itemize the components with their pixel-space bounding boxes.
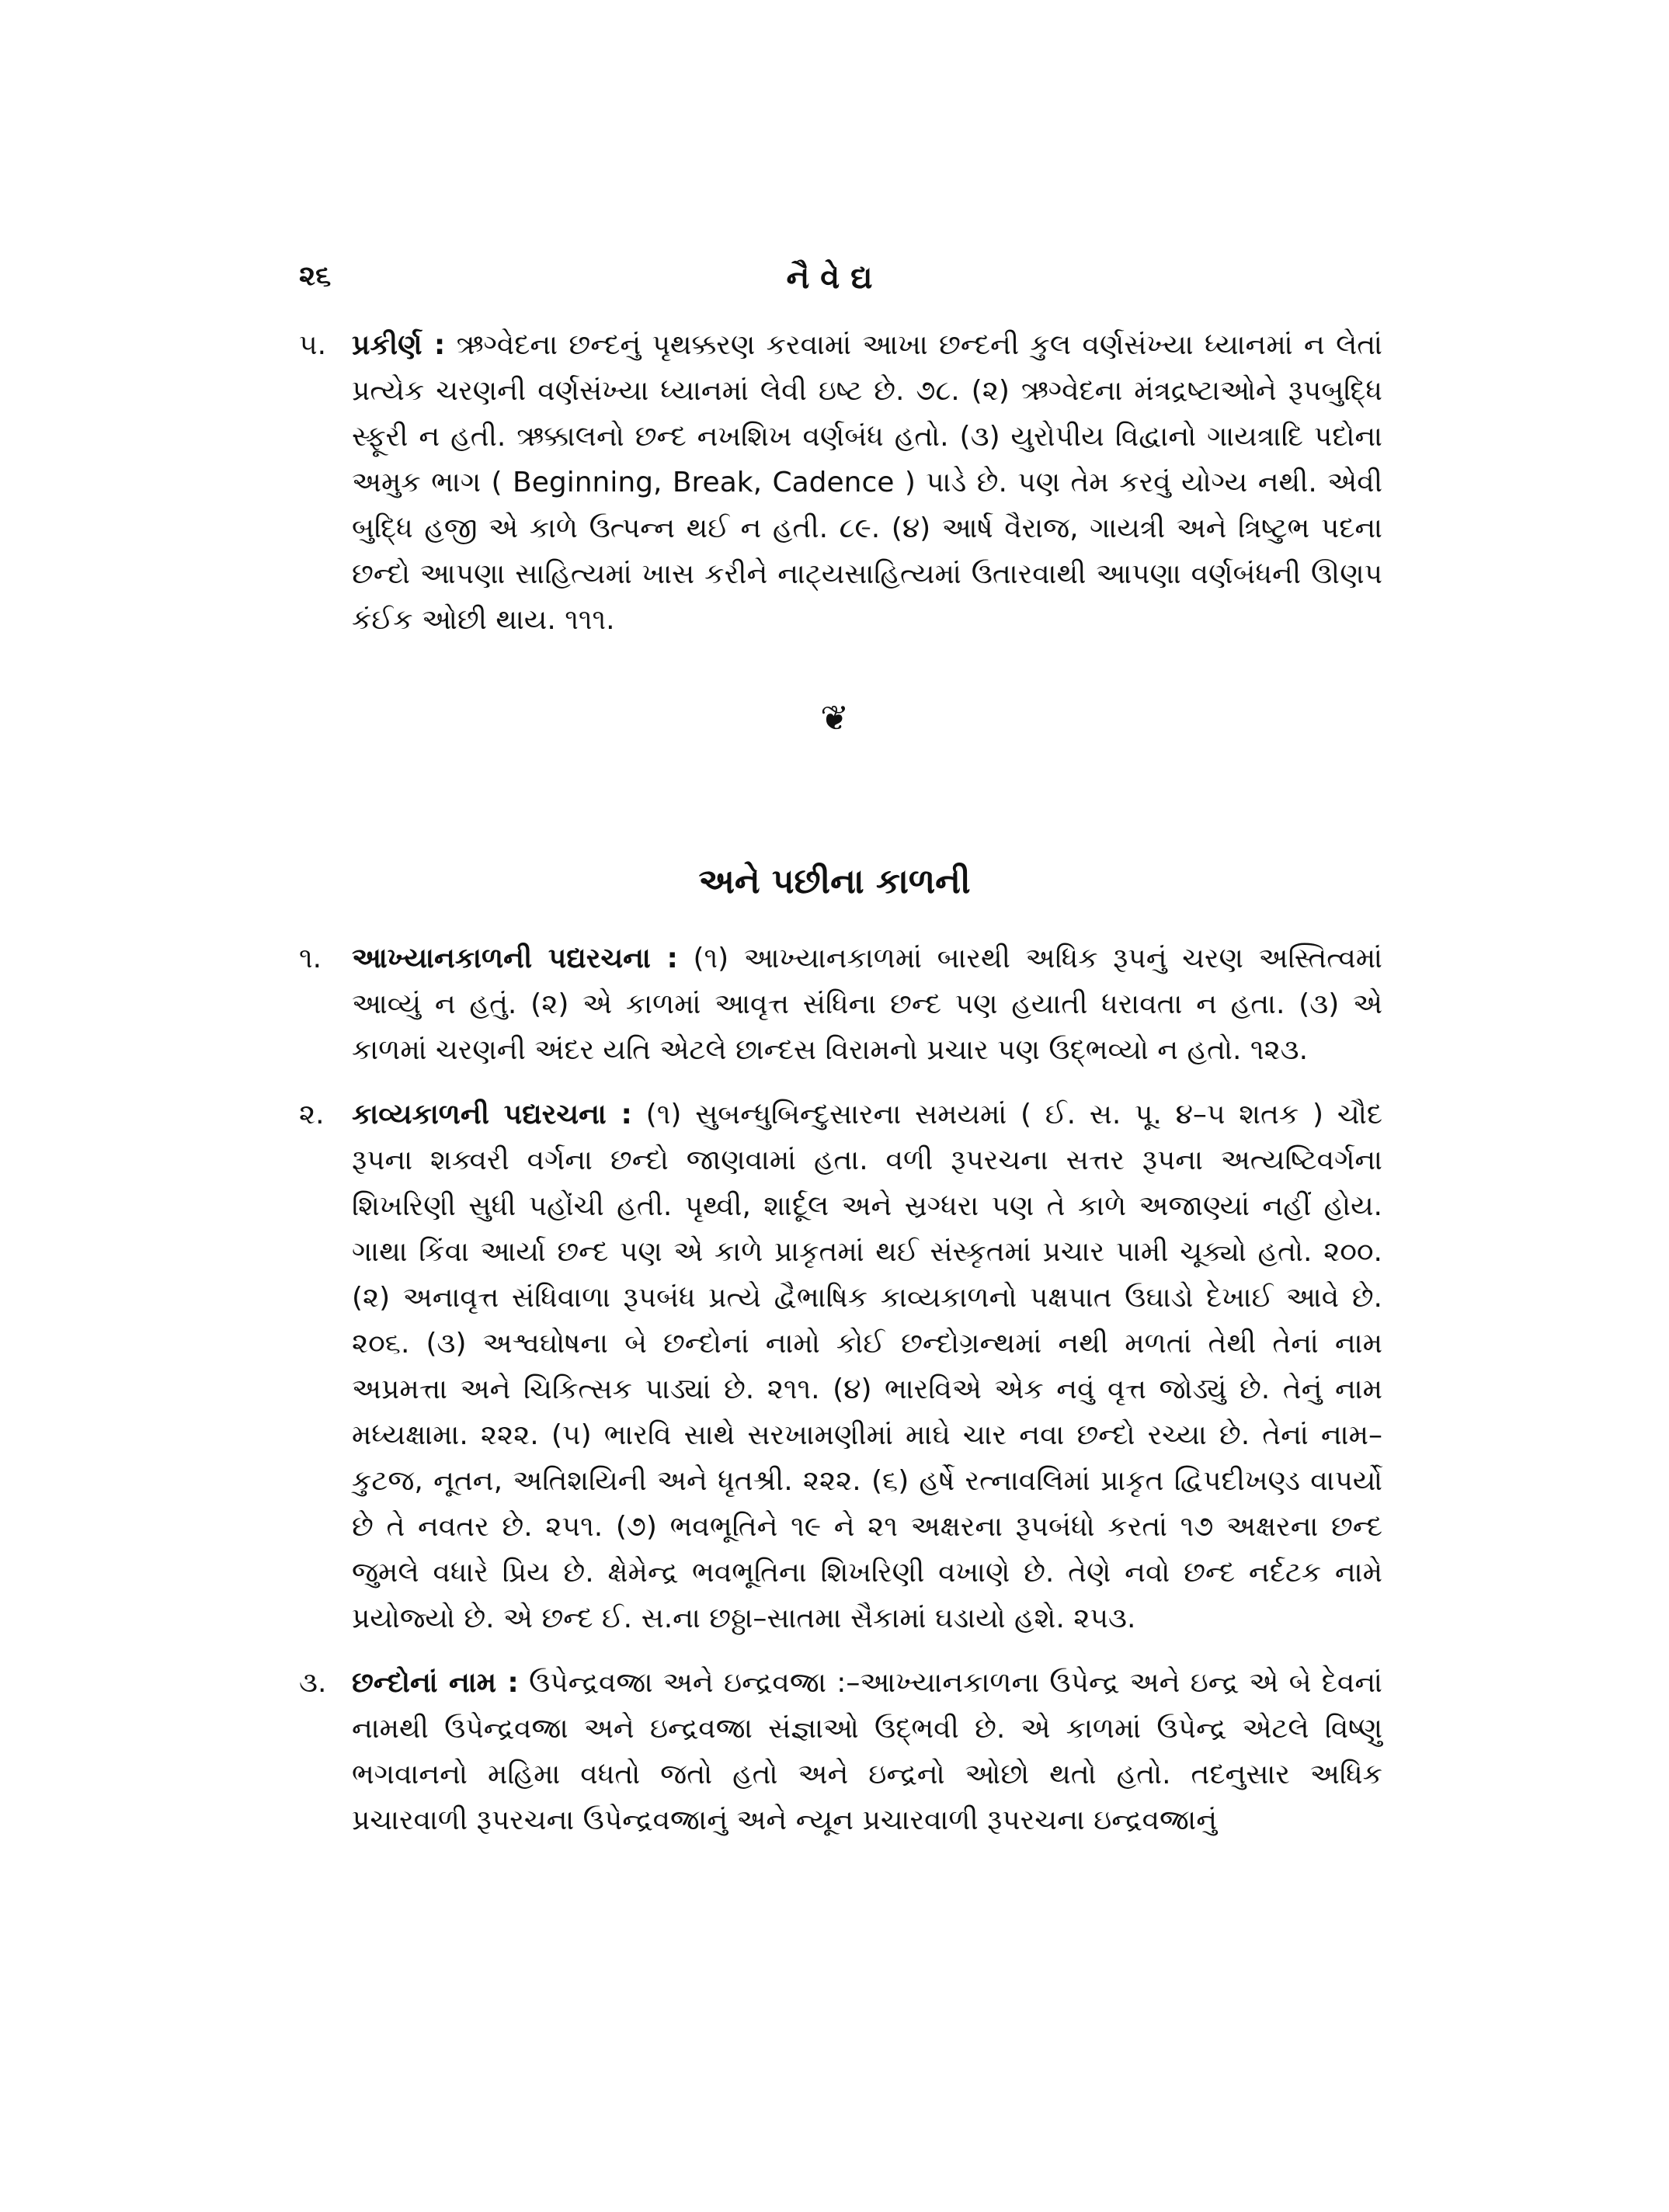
- entry-number: ૩.: [299, 1667, 327, 1699]
- entry-3: [299, 1660, 1382, 1843]
- page-header: [299, 260, 1371, 307]
- entry-text: ઋગ્વેદના છન્દનું પૃથક્કરણ કરવામાં આખા છન્દની કુલ વર્ણસંખ્યા ધ્યાનમાં ન લેતાં પ્રત્યેક ચરણની વર્ણસંખ્યા ધ્યાનમાં લેવી ઇષ્ટ છે. ૭૮. (૨) ઋગ્વેદના મંત્રદ્રષ્ટાઓને રૂપબુદ્ધિ સ્ફૂરી ન હતી. ઋક્કાલનો છન્દ નખશિખ વર્ણબંધ હતો. (૩) યુરોપીય વિદ્વાનો ગાયત્રાદિ પદોના અમુક ભાગ ( Beginning, Break, Cadence ) પાડે છે. પણ તેમ કરવું યોગ્ય નથી. એવી બુદ્ધિ હજી એ કાળે ઉત્પન્ન થઈ ન હતી. ૮૯. (૪) આર્ષ વૈરાજ, ગાયત્રી અને ત્રિષ્ટુભ પદના છન્દો આપણા સાહિત્યમાં ખાસ કરીને નાટ્યસાહિત્યમાં ઉતારવાથી આપણા વર્ણબંધની ઊણપ કંઈક ઓછી થાય. ૧૧૧.: [352, 329, 1382, 636]
- entry-title: કાવ્યકાળની પદ્યરચના :: [352, 1099, 632, 1130]
- entry-5: [299, 322, 1382, 643]
- entry-text: ઉપેન્દ્રવજ્રા અને ઇન્દ્રવજ્રા :–આખ્યાનકાળના ઉપેન્દ્ર અને ઇન્દ્ર એ બે દેવનાં નામથી ઉપેન્દ્રવજ્રા અને ઇન્દ્રવજ્રા સંજ્ઞાઓ ઉદ્ભવી છે. એ કાળમાં ઉપેન્દ્ર એટલે વિષ્ણુ ભગવાનનો મહિમા વધતો જતો હતો અને ઇન્દ્રનો ઓછો થતો હતો. તદનુસાર અધિક પ્રચારવાળી રૂપરચના ઉપેન્દ્રવજ્રાનું અને ન્યૂન પ્રચારવાળી રૂપરચના ઇન્દ્રવજ્રાનું: [352, 1667, 1382, 1836]
- entry-number: ૫.: [299, 329, 327, 361]
- running-title: નૈવેદ્ય: [786, 260, 884, 296]
- top-entry-block: [299, 322, 1382, 643]
- entry-2: [299, 1092, 1382, 1641]
- entry-text: (૧) આખ્યાનકાળમાં બારથી અધિક રૂપનું ચરણ અસ્તિત્વમાં આવ્યું ન હતું. (૨) એ કાળમાં આવૃત્ત સંધિના છન્દ પણ હયાતી ધરાવતા ન હતા. (૩) એ કાળમાં ચરણની અંદર યતિ એટલે છાન્દસ વિરામનો પ્રચાર પણ ઉદ્ભવ્યો ન હતો. ૧૨૩.: [352, 943, 1382, 1066]
- page-number: ૨૬: [299, 260, 332, 292]
- ornament-divider: ❦: [820, 699, 849, 738]
- entry-1: [299, 936, 1382, 1073]
- entry-title: આખ્યાનકાળની પદ્યરચના :: [352, 943, 678, 974]
- entry-text: (૧) સુબન્ધુબિન્દુસારના સમયમાં ( ઈ. સ. પૂ. ૪–૫ શતક ) ચૌદ રૂપના શક્વરી વર્ગના છન્દો જાણવામાં હતા. વળી રૂપરચના સત્તર રૂપના અત્યષ્ટિવર્ગના શિખરિણી સુધી પહોંચી હતી. પૃથ્વી, શાર્દૂલ અને સ્રગ્ધરા પણ તે કાળે અજાણ્યાં નહીં હોય. ગાથા કિંવા આર્યા છન્દ પણ એ કાળે પ્રાકૃતમાં થઈ સંસ્કૃતમાં પ્રચાર પામી ચૂક્યો હતો. ૨૦૦. (૨) અનાવૃત્ત સંધિવાળા રૂપબંધ પ્રત્યે દ્વૈભાષિક કાવ્યકાળનો પક્ષપાત ઉઘાડો દેખાઈ આવે છે. ૨૦૬. (૩) અશ્વઘોષના બે છન્દોનાં નામો કોઈ છન્દોગ્રન્થમાં નથી મળતાં તેથી તેનાં નામ અપ્રમત્તા અને ચિકિત્સક પાડ્યાં છે. ૨૧૧. (૪) ભારવિએ એક નવું વૃત્ત જોડ્યું છે. તેનું નામ મધ્યક્ષામા. ૨૨૨. (૫) ભારવિ સાથે સરખામણીમાં માઘે ચાર નવા છન્દો રચ્યા છે. તેનાં નામ–કુટજ, નૂતન, અતિશયિની અને ધૃતશ્રી. ૨૨૨. (૬) હર્ષે રત્નાવલિમાં પ્રાકૃત દ્વિપદીખણ્ડ વાપર્યો છે તે નવતર છે. ૨૫૧. (૭) ભવભૂતિને ૧૯ ને ૨૧ અક્ષરના રૂપબંધો કરતાં ૧૭ અક્ષરના છન્દ જુમલે વધારે પ્રિય છે. ક્ષેમેન્દ્ર ભવભૂતિના શિખરિણી વખાણે છે. તેણે નવો છન્દ નર્દટક નામે પ્રયોજ્યો છે. એ છન્દ ઈ. સ.ના છઠ્ઠા–સાતમા સૈકામાં ઘડાયો હશે. ૨૫૩.: [352, 1099, 1382, 1634]
- entry-number: ૨.: [299, 1099, 325, 1130]
- entry-title: છન્દોનાં નામ :: [352, 1667, 519, 1699]
- section-heading: અને પછીના કાળની: [698, 862, 971, 901]
- entry-title: પ્રકીર્ણ :: [352, 329, 446, 361]
- entry-list: [299, 936, 1382, 1843]
- entry-number: ૧.: [299, 943, 322, 974]
